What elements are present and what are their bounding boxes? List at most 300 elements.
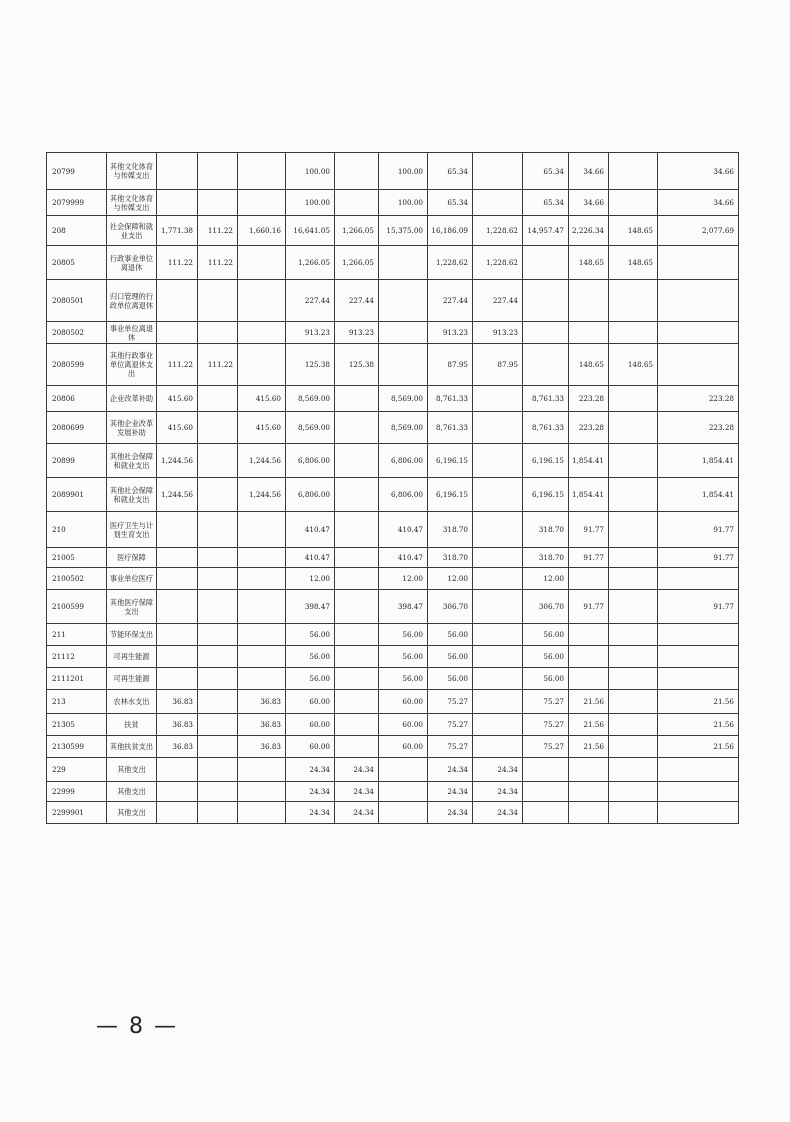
amount-cell (198, 386, 238, 412)
amount-cell (335, 624, 379, 646)
amount-cell (473, 386, 523, 412)
amount-cell: 6,806.00 (286, 444, 335, 478)
amount-cell (609, 386, 658, 412)
amount-cell: 1,266.05 (286, 246, 335, 280)
amount-cell: 56.00 (379, 624, 428, 646)
budget-table (46, 152, 739, 824)
amount-cell: 1,228.62 (473, 246, 523, 280)
subject-name-cell: 其他社会保障和就业支出 (107, 444, 157, 478)
amount-cell: 34.66 (569, 153, 609, 190)
amount-cell (198, 153, 238, 190)
table-row (47, 246, 739, 280)
amount-cell: 1,266.05 (335, 246, 379, 280)
amount-cell: 36.83 (157, 690, 198, 714)
amount-cell: 56.00 (428, 646, 473, 668)
subject-code-cell: 22999 (47, 782, 107, 802)
amount-cell: 24.34 (428, 758, 473, 782)
amount-cell (609, 736, 658, 758)
amount-cell (523, 782, 569, 802)
amount-cell (157, 758, 198, 782)
amount-cell (335, 646, 379, 668)
subject-name-cell: 医疗保障 (107, 548, 157, 568)
amount-cell: 1,854.41 (658, 478, 739, 512)
amount-cell: 148.65 (609, 216, 658, 246)
subject-name-cell: 可再生能源 (107, 646, 157, 668)
amount-cell (157, 624, 198, 646)
amount-cell (379, 344, 428, 386)
amount-cell (379, 280, 428, 322)
subject-code-cell: 20799 (47, 153, 107, 190)
table-row (47, 646, 739, 668)
subject-name-cell: 其他支出 (107, 758, 157, 782)
amount-cell (238, 758, 286, 782)
amount-cell (157, 190, 198, 216)
amount-cell: 24.34 (286, 758, 335, 782)
amount-cell (569, 758, 609, 782)
subject-name-cell: 其他社会保障和就业支出 (107, 478, 157, 512)
amount-cell: 21.56 (658, 690, 739, 714)
amount-cell: 8,569.00 (379, 412, 428, 444)
amount-cell: 223.28 (658, 412, 739, 444)
amount-cell: 148.65 (569, 246, 609, 280)
amount-cell: 6,196.15 (523, 444, 569, 478)
subject-name-cell: 归口管理的行政单位离退休 (107, 280, 157, 322)
amount-cell (238, 246, 286, 280)
amount-cell (157, 668, 198, 690)
amount-cell: 91.77 (658, 512, 739, 548)
amount-cell: 75.27 (523, 736, 569, 758)
table-row (47, 386, 739, 412)
subject-code-cell: 2299901 (47, 802, 107, 824)
subject-name-cell: 可再生能源 (107, 668, 157, 690)
amount-cell: 913.23 (286, 322, 335, 344)
amount-cell (157, 280, 198, 322)
subject-code-cell: 2080699 (47, 412, 107, 444)
amount-cell (473, 736, 523, 758)
amount-cell (473, 568, 523, 590)
table-row (47, 690, 739, 714)
subject-name-cell: 事业单位离退休 (107, 322, 157, 344)
table-row (47, 153, 739, 190)
amount-cell (198, 590, 238, 624)
amount-cell: 34.66 (569, 190, 609, 216)
amount-cell: 6,196.15 (523, 478, 569, 512)
amount-cell (609, 802, 658, 824)
amount-cell (157, 782, 198, 802)
subject-name-cell: 扶贫 (107, 714, 157, 736)
amount-cell: 223.28 (569, 386, 609, 412)
amount-cell: 1,228.62 (473, 216, 523, 246)
amount-cell: 87.95 (473, 344, 523, 386)
amount-cell: 223.28 (658, 386, 739, 412)
amount-cell: 24.34 (335, 758, 379, 782)
amount-cell (335, 690, 379, 714)
subject-name-cell: 医疗卫生与计划生育支出 (107, 512, 157, 548)
amount-cell (238, 153, 286, 190)
amount-cell: 65.34 (428, 153, 473, 190)
amount-cell: 16,186.09 (428, 216, 473, 246)
amount-cell (473, 668, 523, 690)
amount-cell: 56.00 (523, 668, 569, 690)
amount-cell: 410.47 (286, 512, 335, 548)
amount-cell: 91.77 (569, 590, 609, 624)
amount-cell: 1,854.41 (569, 444, 609, 478)
amount-cell: 56.00 (286, 646, 335, 668)
subject-name-cell: 其他文化体育与传媒支出 (107, 153, 157, 190)
amount-cell: 100.00 (379, 153, 428, 190)
amount-cell: 318.70 (523, 548, 569, 568)
amount-cell: 87.95 (428, 344, 473, 386)
amount-cell (473, 590, 523, 624)
amount-cell (198, 568, 238, 590)
amount-cell: 1,771.38 (157, 216, 198, 246)
amount-cell (238, 190, 286, 216)
amount-cell (238, 280, 286, 322)
amount-cell: 111.22 (198, 216, 238, 246)
amount-cell: 24.34 (286, 802, 335, 824)
amount-cell: 223.28 (569, 412, 609, 444)
amount-cell (335, 714, 379, 736)
table-row (47, 714, 739, 736)
amount-cell: 1,244.56 (157, 478, 198, 512)
amount-cell (198, 802, 238, 824)
subject-name-cell: 社会保障和就业支出 (107, 216, 157, 246)
amount-cell: 6,806.00 (379, 478, 428, 512)
amount-cell: 56.00 (379, 668, 428, 690)
amount-cell (473, 444, 523, 478)
amount-cell: 56.00 (428, 668, 473, 690)
table-row (47, 668, 739, 690)
amount-cell (523, 758, 569, 782)
amount-cell (473, 690, 523, 714)
table-row (47, 782, 739, 802)
amount-cell (658, 246, 739, 280)
amount-cell: 1,244.56 (238, 444, 286, 478)
amount-cell: 125.38 (286, 344, 335, 386)
amount-cell (335, 736, 379, 758)
amount-cell: 34.66 (658, 153, 739, 190)
subject-code-cell: 229 (47, 758, 107, 782)
amount-cell: 60.00 (286, 714, 335, 736)
amount-cell: 24.34 (473, 782, 523, 802)
amount-cell: 75.27 (428, 690, 473, 714)
amount-cell (609, 758, 658, 782)
amount-cell (523, 322, 569, 344)
amount-cell (198, 412, 238, 444)
amount-cell (238, 568, 286, 590)
amount-cell: 36.83 (157, 714, 198, 736)
table-row (47, 444, 739, 478)
amount-cell: 12.00 (286, 568, 335, 590)
amount-cell: 75.27 (523, 690, 569, 714)
amount-cell (609, 782, 658, 802)
amount-cell (609, 444, 658, 478)
amount-cell: 913.23 (428, 322, 473, 344)
amount-cell: 1,266.05 (335, 216, 379, 246)
amount-cell: 56.00 (428, 624, 473, 646)
amount-cell: 6,806.00 (286, 478, 335, 512)
amount-cell (198, 548, 238, 568)
amount-cell: 100.00 (286, 190, 335, 216)
amount-cell (335, 668, 379, 690)
amount-cell: 111.22 (157, 344, 198, 386)
amount-cell (238, 624, 286, 646)
subject-code-cell: 2130599 (47, 736, 107, 758)
amount-cell: 24.34 (335, 782, 379, 802)
amount-cell: 91.77 (569, 548, 609, 568)
amount-cell: 415.60 (238, 386, 286, 412)
amount-cell (473, 478, 523, 512)
amount-cell: 12.00 (428, 568, 473, 590)
amount-cell (658, 802, 739, 824)
subject-code-cell: 208 (47, 216, 107, 246)
amount-cell: 12.00 (523, 568, 569, 590)
amount-cell: 227.44 (428, 280, 473, 322)
amount-cell (609, 714, 658, 736)
table-row (47, 322, 739, 344)
subject-name-cell: 其他行政事业单位离退休支出 (107, 344, 157, 386)
amount-cell (198, 782, 238, 802)
table-row (47, 280, 739, 322)
subject-code-cell: 20806 (47, 386, 107, 412)
amount-cell (198, 646, 238, 668)
amount-cell (335, 590, 379, 624)
amount-cell: 60.00 (286, 736, 335, 758)
amount-cell: 227.44 (286, 280, 335, 322)
amount-cell (658, 624, 739, 646)
amount-cell (473, 548, 523, 568)
page-number: — 8 — (96, 1014, 178, 1039)
subject-name-cell: 节能环保支出 (107, 624, 157, 646)
subject-code-cell: 21305 (47, 714, 107, 736)
subject-code-cell: 2079999 (47, 190, 107, 216)
amount-cell (157, 646, 198, 668)
amount-cell: 415.60 (157, 412, 198, 444)
amount-cell: 56.00 (523, 624, 569, 646)
amount-cell (198, 322, 238, 344)
amount-cell (238, 548, 286, 568)
subject-code-cell: 20805 (47, 246, 107, 280)
table-row (47, 736, 739, 758)
amount-cell: 398.47 (379, 590, 428, 624)
amount-cell (658, 782, 739, 802)
subject-code-cell: 2100599 (47, 590, 107, 624)
amount-cell: 65.34 (428, 190, 473, 216)
amount-cell: 60.00 (286, 690, 335, 714)
subject-name-cell: 企业改革补助 (107, 386, 157, 412)
amount-cell: 111.22 (198, 344, 238, 386)
amount-cell: 8,761.33 (523, 386, 569, 412)
amount-cell (335, 548, 379, 568)
amount-cell: 100.00 (286, 153, 335, 190)
subject-name-cell: 其他医疗保障支出 (107, 590, 157, 624)
amount-cell: 56.00 (286, 624, 335, 646)
amount-cell: 415.60 (157, 386, 198, 412)
amount-cell (569, 668, 609, 690)
amount-cell: 415.60 (238, 412, 286, 444)
amount-cell: 148.65 (569, 344, 609, 386)
amount-cell (198, 668, 238, 690)
amount-cell: 15,375.00 (379, 216, 428, 246)
amount-cell (335, 153, 379, 190)
amount-cell (335, 478, 379, 512)
amount-cell (473, 153, 523, 190)
amount-cell: 56.00 (379, 646, 428, 668)
amount-cell (523, 802, 569, 824)
amount-cell (658, 646, 739, 668)
amount-cell: 56.00 (523, 646, 569, 668)
amount-cell (238, 782, 286, 802)
amount-cell: 913.23 (335, 322, 379, 344)
amount-cell (609, 153, 658, 190)
amount-cell: 148.65 (609, 246, 658, 280)
amount-cell: 21.56 (569, 714, 609, 736)
amount-cell: 21.56 (569, 736, 609, 758)
subject-name-cell: 行政事业单位离退休 (107, 246, 157, 280)
amount-cell (198, 190, 238, 216)
amount-cell (238, 646, 286, 668)
table-body (47, 153, 739, 824)
subject-code-cell: 2100502 (47, 568, 107, 590)
amount-cell (198, 444, 238, 478)
amount-cell (473, 624, 523, 646)
amount-cell (198, 714, 238, 736)
amount-cell (157, 590, 198, 624)
subject-code-cell: 2089901 (47, 478, 107, 512)
table-row (47, 512, 739, 548)
amount-cell: 75.27 (523, 714, 569, 736)
amount-cell (473, 714, 523, 736)
amount-cell: 24.34 (335, 802, 379, 824)
amount-cell (335, 512, 379, 548)
amount-cell (157, 153, 198, 190)
amount-cell (379, 758, 428, 782)
amount-cell: 100.00 (379, 190, 428, 216)
amount-cell (198, 736, 238, 758)
amount-cell: 14,957.47 (523, 216, 569, 246)
amount-cell (473, 190, 523, 216)
table-row (47, 568, 739, 590)
amount-cell (379, 782, 428, 802)
amount-cell: 6,196.15 (428, 478, 473, 512)
amount-cell (335, 412, 379, 444)
amount-cell (609, 478, 658, 512)
amount-cell (198, 478, 238, 512)
amount-cell: 56.00 (286, 668, 335, 690)
table-row (47, 548, 739, 568)
subject-name-cell: 其他文化体育与传媒支出 (107, 190, 157, 216)
table-row (47, 344, 739, 386)
amount-cell: 8,761.33 (523, 412, 569, 444)
amount-cell: 2,077.69 (658, 216, 739, 246)
amount-cell: 8,569.00 (286, 412, 335, 444)
amount-cell: 91.77 (569, 512, 609, 548)
amount-cell: 111.22 (157, 246, 198, 280)
amount-cell: 318.70 (523, 512, 569, 548)
amount-cell: 60.00 (379, 736, 428, 758)
amount-cell: 1,660.16 (238, 216, 286, 246)
amount-cell (238, 590, 286, 624)
amount-cell (569, 322, 609, 344)
amount-cell (609, 412, 658, 444)
amount-cell: 91.77 (658, 590, 739, 624)
table-row (47, 624, 739, 646)
table-row (47, 412, 739, 444)
amount-cell: 65.34 (523, 153, 569, 190)
amount-cell (198, 624, 238, 646)
amount-cell (609, 590, 658, 624)
amount-cell (238, 668, 286, 690)
amount-cell: 36.83 (238, 714, 286, 736)
amount-cell: 8,761.33 (428, 412, 473, 444)
amount-cell (569, 280, 609, 322)
subject-name-cell: 农林水支出 (107, 690, 157, 714)
amount-cell (609, 190, 658, 216)
amount-cell: 1,854.41 (658, 444, 739, 478)
amount-cell (609, 512, 658, 548)
amount-cell (335, 190, 379, 216)
amount-cell (523, 344, 569, 386)
amount-cell: 36.83 (157, 736, 198, 758)
amount-cell (157, 548, 198, 568)
subject-name-cell: 其他支出 (107, 782, 157, 802)
amount-cell (379, 802, 428, 824)
amount-cell: 227.44 (335, 280, 379, 322)
amount-cell: 21.56 (658, 736, 739, 758)
subject-code-cell: 21005 (47, 548, 107, 568)
amount-cell (658, 668, 739, 690)
subject-code-cell: 210 (47, 512, 107, 548)
subject-code-cell: 2080502 (47, 322, 107, 344)
amount-cell: 21.56 (569, 690, 609, 714)
amount-cell (569, 568, 609, 590)
amount-cell: 1,228.62 (428, 246, 473, 280)
subject-code-cell: 2080501 (47, 280, 107, 322)
amount-cell: 60.00 (379, 690, 428, 714)
amount-cell: 318.70 (428, 548, 473, 568)
amount-cell (523, 246, 569, 280)
amount-cell: 21.56 (658, 714, 739, 736)
amount-cell (198, 512, 238, 548)
amount-cell: 24.34 (428, 802, 473, 824)
amount-cell (609, 280, 658, 322)
amount-cell: 24.34 (473, 802, 523, 824)
amount-cell (658, 568, 739, 590)
amount-cell: 306.70 (523, 590, 569, 624)
amount-cell: 1,854.41 (569, 478, 609, 512)
amount-cell: 36.83 (238, 736, 286, 758)
amount-cell (569, 624, 609, 646)
table-row (47, 478, 739, 512)
amount-cell: 12.00 (379, 568, 428, 590)
amount-cell: 398.47 (286, 590, 335, 624)
amount-cell: 6,196.15 (428, 444, 473, 478)
amount-cell (609, 646, 658, 668)
amount-cell (473, 512, 523, 548)
amount-cell: 36.83 (238, 690, 286, 714)
table-row (47, 190, 739, 216)
amount-cell (238, 322, 286, 344)
amount-cell (609, 322, 658, 344)
amount-cell: 34.66 (658, 190, 739, 216)
amount-cell (609, 668, 658, 690)
table-row (47, 590, 739, 624)
amount-cell (198, 280, 238, 322)
amount-cell (609, 690, 658, 714)
amount-cell: 8,569.00 (379, 386, 428, 412)
subject-code-cell: 2080599 (47, 344, 107, 386)
amount-cell (238, 344, 286, 386)
